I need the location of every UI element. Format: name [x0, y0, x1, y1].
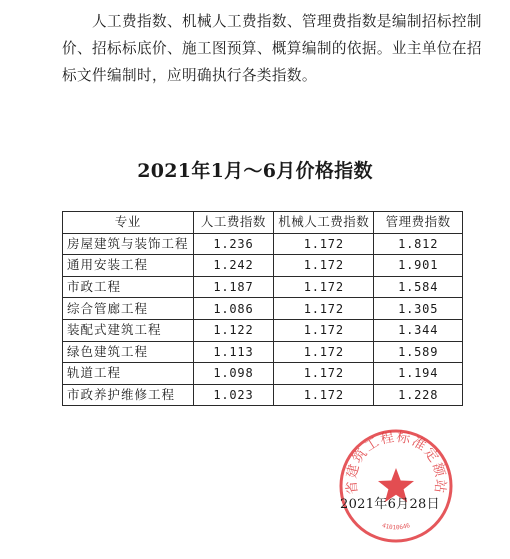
cell-machine-labor-index: 1.172	[274, 319, 374, 341]
table-title: 2021年1月～6月价格指数	[137, 160, 373, 182]
cell-labor-index: 1.098	[193, 363, 274, 385]
cell-machine-labor-index: 1.172	[274, 363, 374, 385]
cell-management-index: 1.589	[374, 341, 463, 363]
table-row	[63, 233, 463, 255]
document-date: 2021年6月28日	[340, 497, 440, 512]
cell-machine-labor-index: 1.172	[274, 298, 374, 320]
intro-line: 标文件编制时，应明确执行各类指数。	[62, 67, 317, 84]
cell-specialty: 综合管廊工程	[63, 298, 194, 320]
intro-line: 价、招标标底价、施工图预算、概算编制的依据。业主单位在招	[62, 40, 482, 57]
table-header-row	[63, 212, 463, 234]
official-seal	[338, 428, 454, 544]
table-row	[63, 276, 463, 298]
cell-management-index: 1.305	[374, 298, 463, 320]
cell-labor-index: 1.242	[193, 255, 274, 277]
cell-specialty: 通用安装工程	[63, 255, 194, 277]
cell-management-index: 1.344	[374, 319, 463, 341]
column-header-machine-labor-index: 机械人工费指数	[274, 212, 374, 234]
price-index-table	[62, 211, 463, 406]
cell-specialty: 轨道工程	[63, 363, 194, 385]
cell-specialty: 房屋建筑与装饰工程	[63, 233, 194, 255]
cell-labor-index: 1.236	[193, 233, 274, 255]
cell-specialty: 绿色建筑工程	[63, 341, 194, 363]
table-row	[63, 319, 463, 341]
cell-specialty: 市政工程	[63, 276, 194, 298]
cell-labor-index: 1.023	[193, 384, 274, 406]
cell-specialty: 装配式建筑工程	[63, 319, 194, 341]
cell-machine-labor-index: 1.172	[274, 341, 374, 363]
cell-labor-index: 1.113	[193, 341, 274, 363]
cell-machine-labor-index: 1.172	[274, 255, 374, 277]
cell-management-index: 1.584	[374, 276, 463, 298]
cell-management-index: 1.194	[374, 363, 463, 385]
cell-management-index: 1.901	[374, 255, 463, 277]
seal-text: 省建筑工程标准定额站	[343, 429, 449, 496]
table-row	[63, 384, 463, 406]
intro-line: 人工费指数、机械人工费指数、管理费指数是编制招标控制	[92, 13, 482, 30]
intro-paragraph	[62, 8, 482, 89]
cell-machine-labor-index: 1.172	[274, 233, 374, 255]
table-row	[63, 255, 463, 277]
column-header-specialty: 专业	[63, 212, 194, 234]
cell-management-index: 1.228	[374, 384, 463, 406]
cell-management-index: 1.812	[374, 233, 463, 255]
cell-machine-labor-index: 1.172	[274, 384, 374, 406]
cell-labor-index: 1.187	[193, 276, 274, 298]
table-row	[63, 298, 463, 320]
seal-code: 41010646	[381, 522, 411, 532]
column-header-labor-index: 人工费指数	[193, 212, 274, 234]
cell-specialty: 市政养护维修工程	[63, 384, 194, 406]
table-row	[63, 341, 463, 363]
cell-labor-index: 1.086	[193, 298, 274, 320]
table-row	[63, 363, 463, 385]
column-header-management-index: 管理费指数	[374, 212, 463, 234]
cell-machine-labor-index: 1.172	[274, 276, 374, 298]
cell-labor-index: 1.122	[193, 319, 274, 341]
